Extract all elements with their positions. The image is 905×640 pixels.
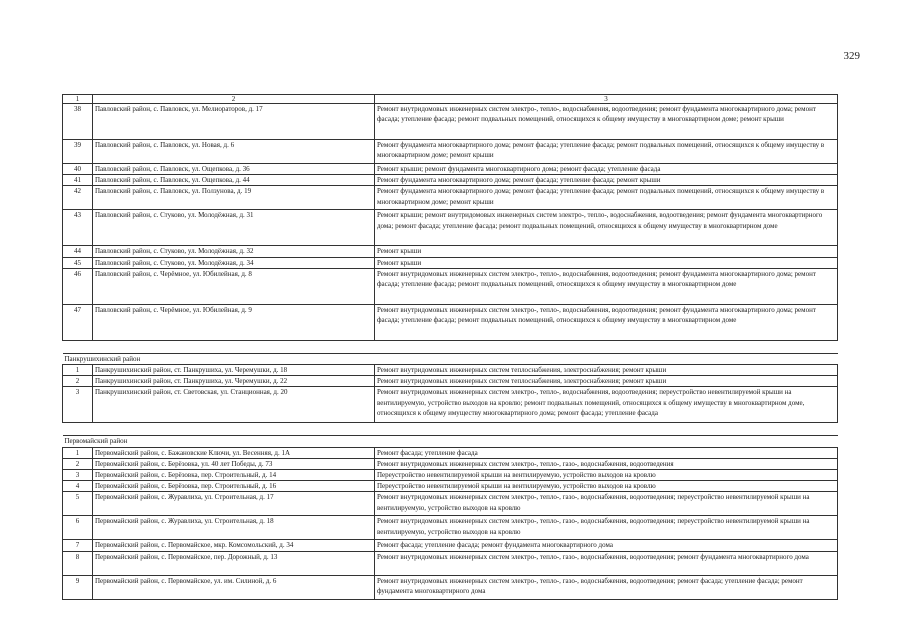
district-heading-row [63, 436, 838, 447]
table-row [63, 268, 838, 304]
building-address: Первомайский район, с. Первомайское, пер. Дорожный, д. 13 [93, 551, 375, 575]
repair-works: Ремонт крыши [375, 246, 838, 257]
row-number: 7 [63, 540, 93, 551]
table-row [63, 492, 838, 516]
table-row [63, 575, 838, 599]
building-address: Панкрушихинский район, ст. Световская, ул. Станционная, д. 20 [93, 387, 375, 423]
repair-works: Ремонт внутридомовых инженерных систем электро-, тепло-, водоснабжения, водоотведения; переустройство невентилируемой крыши на вентилируемую, устройство выходов на кровлю; ремонт подвальных помещений, относящихся к общему имуществу в многоквартирном доме, относящихся к общему имуществу многоквартирного дома; ремонт фасада; утепление фасада [375, 387, 838, 423]
table-row [63, 257, 838, 268]
table-row [63, 551, 838, 575]
header-col-1: 1 [63, 95, 93, 104]
repair-works: Ремонт фасада; утепление фасада; ремонт фундамента многоквартирного дома [375, 540, 838, 551]
building-address: Павловский район, с. Павловск, ул. Ощепкова, д. 44 [93, 175, 375, 186]
table-row [63, 304, 838, 340]
row-number: 4 [63, 481, 93, 492]
repair-works: Ремонт внутридомовых инженерных систем электро-, тепло-, водоснабжения, водоотведения; ремонт фундамента многоквартирного дома; ремонт фасада; утепление фасада; ремонт подвальных помещений, относящихся к общему имуществу в многоквартирном доме [375, 304, 838, 340]
repair-works: Ремонт внутридомовых инженерных систем электро-, тепло-, газо-, водоснабжения, водоотведения; ремонт фундамента многоквартирного дома [375, 551, 838, 575]
building-address: Павловский район, с. Стуково, ул. Молодёжная, д. 31 [93, 210, 375, 246]
table-row [63, 458, 838, 469]
building-address: Первомайский район, с. Журавлиха, ул. Строительная, д. 18 [93, 516, 375, 540]
table-row [63, 376, 838, 387]
building-address: Павловский район, с. Павловск, ул. Новая, д. 6 [93, 140, 375, 164]
building-address: Первомайский район, с. Берёзовка, ул. 40 лет Победы, д. 73 [93, 458, 375, 469]
table-body [63, 95, 838, 600]
repair-works: Ремонт крыши; ремонт внутридомовых инженерных систем электро-, тепло-, водоснабжения, водоотведения; ремонт фундамента многоквартирного дома; ремонт фасада; утепление фасада; ремонт подвальных помещений, относящихся к общему имуществу в многоквартирном доме [375, 210, 838, 246]
row-number: 8 [63, 551, 93, 575]
repair-works: Ремонт внутридомовых инженерных систем электро-, тепло-, газо-, водоснабжения, водоотведения [375, 458, 838, 469]
building-address: Павловский район, с. Павловск, ул. Ощепкова, д. 36 [93, 164, 375, 175]
header-col-3: 3 [375, 95, 838, 104]
row-number: 43 [63, 210, 93, 246]
table-row [63, 140, 838, 164]
spacer-cell [63, 340, 838, 353]
repair-works: Ремонт внутридомовых инженерных систем электро-, тепло-, водоснабжения, водоотведения; ремонт фундамента многоквартирного дома; ремонт фасада; утепление фасада; ремонт подвальных помещений, относящихся к общему имуществу в многоквартирном доме [375, 268, 838, 304]
repair-works: Ремонт фундамента многоквартирного дома; ремонт фасада; утепление фасада; ремонт подвальных помещений, относящихся к общему имуществу в многоквартирном доме; ремонт крыши [375, 186, 838, 210]
table-row [63, 164, 838, 175]
row-number: 42 [63, 186, 93, 210]
repair-works: Ремонт внутридомовых инженерных систем теплоснабжения, электроснабжения; ремонт крыши [375, 365, 838, 376]
district-heading: Панкрушихинский район [63, 353, 838, 364]
row-number: 2 [63, 458, 93, 469]
district-heading-row [63, 353, 838, 364]
row-number: 3 [63, 470, 93, 481]
repair-works: Ремонт внутридомовых инженерных систем электро-, тепло-, газо-, водоснабжения, водоотведения; переустройство невентилируемой крыши на вентилируемую, устройство выходов на кровлю [375, 492, 838, 516]
repair-works-table [62, 94, 838, 600]
repair-works: Переустройство невентилируемой крыши на вентилируемую, устройство выходов на кровлю [375, 470, 838, 481]
row-number: 5 [63, 492, 93, 516]
row-number: 3 [63, 387, 93, 423]
table-row [63, 447, 838, 458]
section-spacer [63, 340, 838, 353]
spacer-cell [63, 423, 838, 436]
row-number: 2 [63, 376, 93, 387]
row-number: 41 [63, 175, 93, 186]
table-row [63, 470, 838, 481]
header-col-2: 2 [93, 95, 375, 104]
table-row [63, 540, 838, 551]
row-number: 46 [63, 268, 93, 304]
column-number-header-row [63, 95, 838, 104]
repair-works: Ремонт фасада; утепление фасада [375, 447, 838, 458]
building-address: Первомайский район, с. Первомайское, ул. им. Силиной, д. 6 [93, 575, 375, 599]
building-address: Павловский район, с. Стуково, ул. Молодёжная, д. 32 [93, 246, 375, 257]
building-address: Павловский район, с. Павловск, ул. Ползунова, д. 19 [93, 186, 375, 210]
repair-works: Ремонт внутридомовых инженерных систем электро-, тепло-, газо-, водоснабжения, водоотведения; переустройство невентилируемой крыши на вентилируемую, устройство выходов на кровлю [375, 516, 838, 540]
repair-works: Ремонт внутридомовых инженерных систем теплоснабжения, электроснабжения; ремонт крыши [375, 376, 838, 387]
repair-works: Переустройство невентилируемой крыши на вентилируемую, устройство выходов на кровлю [375, 481, 838, 492]
building-address: Первомайский район, с. Берёзовка, пер. Строительный, д. 14 [93, 470, 375, 481]
table-row [63, 186, 838, 210]
building-address: Павловский район, с. Павловск, ул. Мелиораторов, д. 17 [93, 104, 375, 140]
table-row [63, 365, 838, 376]
row-number: 6 [63, 516, 93, 540]
repair-works: Ремонт фундамента многоквартирного дома; ремонт фасада; утепление фасада; ремонт подвальных помещений, относящихся к общему имуществу в многоквартирном доме; ремонт крыши [375, 140, 838, 164]
table-row [63, 387, 838, 423]
district-heading: Первомайский район [63, 436, 838, 447]
table-row [63, 210, 838, 246]
building-address: Панкрушихинский район, ст. Панкрушиха, ул. Черемушки, д. 18 [93, 365, 375, 376]
page-number: 329 [843, 50, 860, 62]
building-address: Павловский район, с. Черёмное, ул. Юбилейная, д. 8 [93, 268, 375, 304]
row-number: 38 [63, 104, 93, 140]
building-address: Панкрушихинский район, ст. Панкрушиха, ул. Черемушки, д. 22 [93, 376, 375, 387]
row-number: 44 [63, 246, 93, 257]
repair-works: Ремонт внутридомовых инженерных систем электро-, тепло-, газо-, водоснабжения, водоотведения; ремонт фасада; утепление фасада; ремонт фундамента многоквартирного дома [375, 575, 838, 599]
table-row [63, 104, 838, 140]
row-number: 45 [63, 257, 93, 268]
building-address: Первомайский район, с. Первомайское, мкр. Комсомольский, д. 34 [93, 540, 375, 551]
section-spacer [63, 423, 838, 436]
row-number: 9 [63, 575, 93, 599]
repair-works: Ремонт крыши; ремонт фундамента многоквартирного дома; ремонт фасада; утепление фасада [375, 164, 838, 175]
repair-works: Ремонт фундамента многоквартирного дома; ремонт фасада; утепление фасада; ремонт крыши [375, 175, 838, 186]
building-address: Павловский район, с. Черёмное, ул. Юбилейная, д. 9 [93, 304, 375, 340]
row-number: 40 [63, 164, 93, 175]
building-address: Первомайский район, с. Берёзовка, пер. Строительный, д. 16 [93, 481, 375, 492]
table-row [63, 175, 838, 186]
building-address: Павловский район, с. Стуково, ул. Молодёжная, д. 34 [93, 257, 375, 268]
repair-works: Ремонт крыши [375, 257, 838, 268]
building-address: Первомайский район, с. Журавлиха, ул. Строительная, д. 17 [93, 492, 375, 516]
row-number: 47 [63, 304, 93, 340]
building-address: Первомайский район, с. Бажановские Ключи, ул. Весенняя, д. 1А [93, 447, 375, 458]
row-number: 1 [63, 365, 93, 376]
repair-works: Ремонт внутридомовых инженерных систем электро-, тепло-, водоснабжения, водоотведения; ремонт фундамента многоквартирного дома; ремонт фасада; утепление фасада; ремонт подвальных помещений, относящихся к общему имуществу в многоквартирном доме; ремонт крыши [375, 104, 838, 140]
table-row [63, 516, 838, 540]
row-number: 1 [63, 447, 93, 458]
row-number: 39 [63, 140, 93, 164]
table-row [63, 246, 838, 257]
table-row [63, 481, 838, 492]
